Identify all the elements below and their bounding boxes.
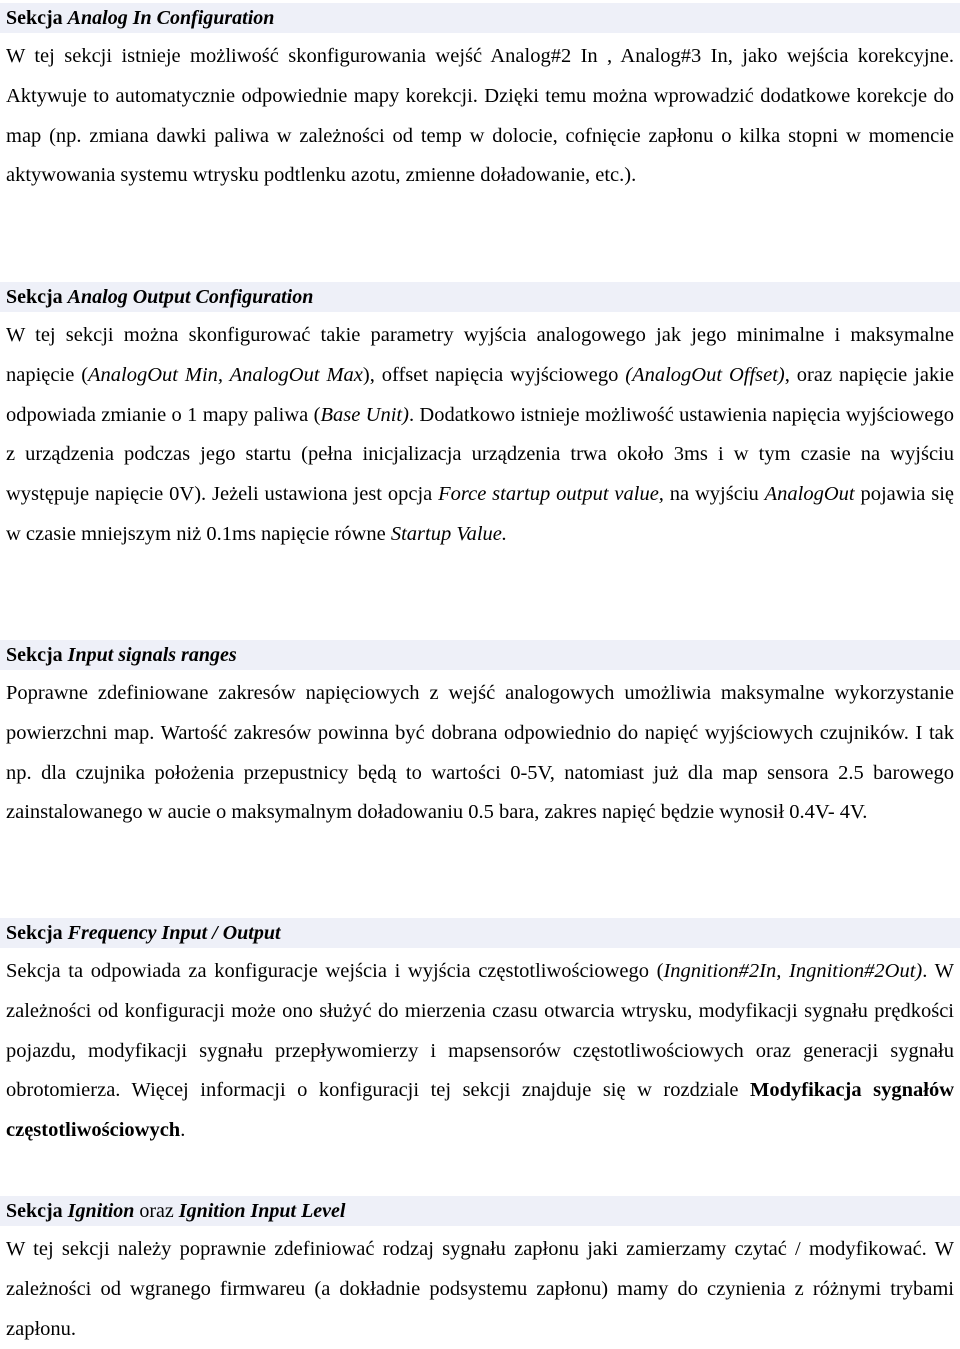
section-heading [0, 640, 960, 670]
bold-text-run: Modyfikacja sygnałów częstotliwościowych [6, 1079, 954, 1142]
section-analog-output [0, 282, 960, 555]
section-paragraph [0, 316, 960, 555]
italic-text-run: AnalogOut [764, 483, 855, 506]
italic-text-run: AnalogOut Min, AnalogOut Max [88, 363, 363, 386]
text-run: W tej sekcji należy poprawnie zdefiniować rodzaj sygnału zapłonu jaki zamierzamy czytać / modyfikować. W zależności od wgranego firmwareu (a dokładnie podsystemu zapłonu) mamy do czynienia z różnymi trybami zapłonu. [6, 1238, 954, 1340]
heading-title: Analog In Configuration [67, 7, 275, 29]
section-heading [0, 1196, 960, 1226]
heading-title-2: Ignition Input Level [178, 1200, 346, 1222]
italic-text-run: Force startup output value, [438, 483, 664, 506]
text-run: . Dodatkowo istnieje możliwość ustawienia napięcia wyjściowego z urządzenia podczas jego startu (pełna inicjalizacja urządzenia trwa około 3ms i w tym czasie na wyjściu występuje napięcie 0V). Jeżeli ustawiona jest opcja [6, 403, 954, 506]
italic-text-run: Base Unit) [320, 403, 409, 426]
section-frequency-io [0, 918, 960, 1151]
heading-title: Frequency Input / Output [67, 922, 281, 944]
heading-prefix: Sekcja [6, 922, 63, 944]
text-run: Poprawne zdefiniowane zakresów napięciowych z wejść analogowych umożliwia maksymalne wykorzystanie powierzchni map. Wartość zakresów powinna być dobrana odpowiednio do napięć wyjściowych czujników. I tak np. dla czujnika położenia przepustnicy będą to wartości 0-5V, natomiast już dla map sensora 2.5 barowego zainstalowanego w aucie o maksymalnym doładowaniu 0.5 bara, zakres napięć będzie wynosił 0.4V- 4V. [6, 682, 954, 824]
section-paragraph [0, 674, 960, 833]
section-heading [0, 918, 960, 948]
section-ignition [0, 1196, 960, 1349]
section-paragraph [0, 37, 960, 196]
heading-prefix: Sekcja [6, 1200, 63, 1222]
text-run: , oraz napięcie jakie odpowiada zmianie o 1 mapy paliwa ( [6, 363, 954, 426]
text-run: na wyjściu [663, 483, 765, 506]
text-run: . [180, 1119, 186, 1142]
italic-text-run: (AnalogOut Offset) [625, 363, 785, 386]
section-heading [0, 3, 960, 33]
italic-text-run: Ingnition#2In, Ingnition#2Out) [663, 960, 923, 982]
heading-prefix: Sekcja [6, 286, 63, 308]
text-run: W tej sekcji istnieje możliwość skonfigurowania wejść Analog#2 In , Analog#3 In, jako wejścia korekcyjne. Aktywuje to automatycznie odpowiednie mapy korekcji. Dzięki temu można wprowadzić dodatkowe korekcje do map (np. zmiana dawki paliwa w zależności od temp w dolocie, cofnięcie zapłonu o kilka stopni w momencie aktywowania systemu wtrysku podtlenku azotu, zmienne doładowanie, etc.). [6, 45, 954, 187]
section-input-ranges [0, 640, 960, 833]
heading-title: Analog Output Configuration [67, 286, 314, 308]
heading-title: Input signals ranges [67, 644, 237, 666]
heading-conjunction: oraz [139, 1200, 174, 1222]
heading-title: Ignition [67, 1200, 135, 1222]
text-run: . W zależności od konfiguracji może ono służyć do mierzenia czasu otwarcia wtrysku, modyfikacji sygnału prędkości pojazdu, modyfikacji sygnału przepływomierzy i mapsensorów częstotliwościowych oraz generacji sygnału obrotomierza. Więcej informacji o konfiguracji tej sekcji znajduje się w rozdziale [6, 960, 954, 1102]
text-run: pojawia się w czasie mniejszym niż 0.1ms napięcie równe [6, 483, 955, 545]
text-run: ), offset napięcia wyjściowego [362, 363, 626, 386]
text-run: Sekcja ta odpowiada za konfiguracje wejścia i wyjścia częstotliwościowego ( [6, 960, 664, 982]
italic-text-run: Startup Value. [390, 522, 507, 545]
section-heading [0, 282, 960, 312]
text-run: W tej sekcji można skonfigurować takie parametry wyjścia analogowego jak jego minimalne i maksymalne napięcie ( [6, 324, 954, 386]
section-analog-in [0, 3, 960, 196]
heading-prefix: Sekcja [6, 644, 63, 666]
section-paragraph [0, 1230, 960, 1349]
section-paragraph [0, 952, 960, 1151]
heading-prefix: Sekcja [6, 7, 63, 29]
